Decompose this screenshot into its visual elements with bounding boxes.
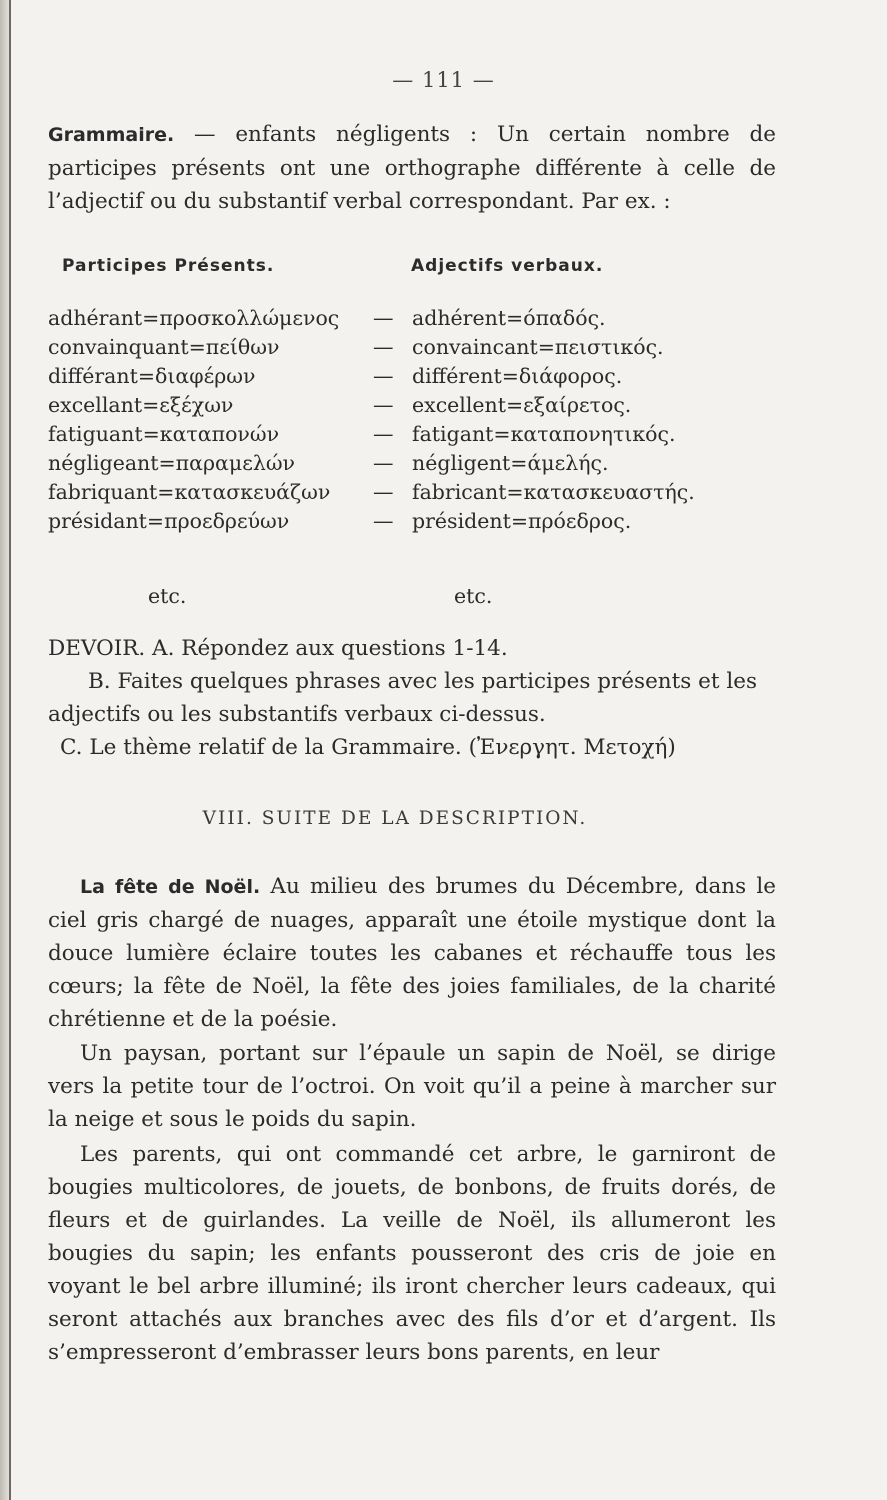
table-row: [48, 335, 788, 364]
vocabulary-table: [48, 306, 788, 538]
table-row: [48, 509, 788, 538]
participe-present: excellant=εξέχων: [48, 393, 234, 417]
grammar-text: — enfants négligents : Un certain nombre de participes présents ont une orthographe différente à celle de l’adjectif ou du substantif verbal correspondant. Par ex. :: [48, 122, 776, 214]
adjectif-verbal: adhérent=όπαδός.: [412, 306, 606, 330]
devoir-b: B. Faites quelques phrases avec les participes présents et les adjectifs ou les substantifs verbaux ci-dessus.: [48, 669, 757, 727]
devoir-c: C. Le thème relatif de la Grammaire. (Ἐνεργητ. Μετοχή): [60, 735, 676, 760]
grammar-paragraph: [48, 118, 776, 218]
row-dash: —: [373, 364, 394, 388]
noel-paragraph-3: Les parents, qui ont commandé cet arbre, le garniront de bougies multicolores, de jouets, de bonbons, de fruits dorés, de fleurs et de guirlandes. La veille de Noël, ils allumeront les bougies du sapin; les enfants pousseront des cris de joie en voyant le bel arbre illuminé; ils iront chercher leurs cadeaux, qui seront attachés aux branches avec des fils d’or et d’argent. Ils s’empresseront d’embrasser leurs bons parents, en leur: [48, 1142, 776, 1365]
page-number: — 111 —: [392, 68, 495, 92]
row-dash: —: [373, 451, 394, 475]
participe-present: différant=διαφέρων: [48, 364, 256, 388]
etc-left: etc.: [148, 584, 187, 608]
adjectif-verbal: négligent=άμελής.: [412, 451, 609, 475]
noel-paragraph-1: [48, 870, 776, 1036]
row-dash: —: [373, 393, 394, 417]
adjectif-verbal: excellent=εξαίρετος.: [412, 393, 632, 417]
adjectif-verbal: fatigant=καταπονητικός.: [412, 422, 676, 446]
participe-present: négligeant=παραμελών: [48, 451, 295, 475]
adjectif-verbal: différent=διάφορος.: [412, 364, 623, 388]
table-row: [48, 364, 788, 393]
noel-paragraph-2: Un paysan, portant sur l’épaule un sapin de Noël, se dirige vers la petite tour de l’octroi. On voit qu’il a peine à marcher sur la neige et sous le poids du sapin.: [48, 1041, 776, 1132]
table-row: [48, 480, 788, 509]
adjectif-verbal: fabricant=κατασκευαστής.: [412, 480, 695, 504]
row-dash: —: [373, 422, 394, 446]
page-edge-line: [9, 0, 11, 1500]
etc-right: etc.: [454, 584, 493, 608]
participe-present: fatiguant=καταπονών: [48, 422, 280, 446]
table-row: [48, 451, 788, 480]
section-title: VIII. SUITE DE LA DESCRIPTION.: [202, 808, 588, 829]
table-headers: [62, 256, 762, 276]
row-dash: —: [373, 509, 394, 533]
row-dash: —: [373, 480, 394, 504]
header-participes: Participes Présents.: [62, 256, 275, 276]
participe-present: fabriquant=κατασκευάζων: [48, 480, 331, 504]
table-row: [48, 393, 788, 422]
adjectif-verbal: président=πρόεδρος.: [412, 509, 632, 533]
participe-present: présidant=προεδρεύων: [48, 509, 290, 533]
noel-text-1: Au milieu des brumes du Décembre, dans le ciel gris chargé de nuages, apparaît une étoile mystique dont la douce lumière éclaire toutes les cabanes et réchauffe tous les cœurs; la fête de Noël, la fête des joies familiales, de la charité chrétienne et de la poésie.: [48, 874, 776, 1032]
devoir-a: DEVOIR. A. Répondez aux questions 1-14.: [48, 636, 508, 661]
row-dash: —: [373, 335, 394, 359]
participe-present: convainquant=πείθων: [48, 335, 280, 359]
grammar-lead: Grammaire.: [48, 124, 175, 146]
header-adjectifs: Adjectifs verbaux.: [411, 256, 604, 276]
row-dash: —: [373, 306, 394, 330]
table-row: [48, 422, 788, 451]
noel-lead: La fête de Noël.: [80, 876, 261, 898]
table-row: [48, 306, 788, 335]
participe-present: adhérant=προσκολλώμενος: [48, 306, 340, 330]
adjectif-verbal: convaincant=πειστικός.: [412, 335, 664, 359]
